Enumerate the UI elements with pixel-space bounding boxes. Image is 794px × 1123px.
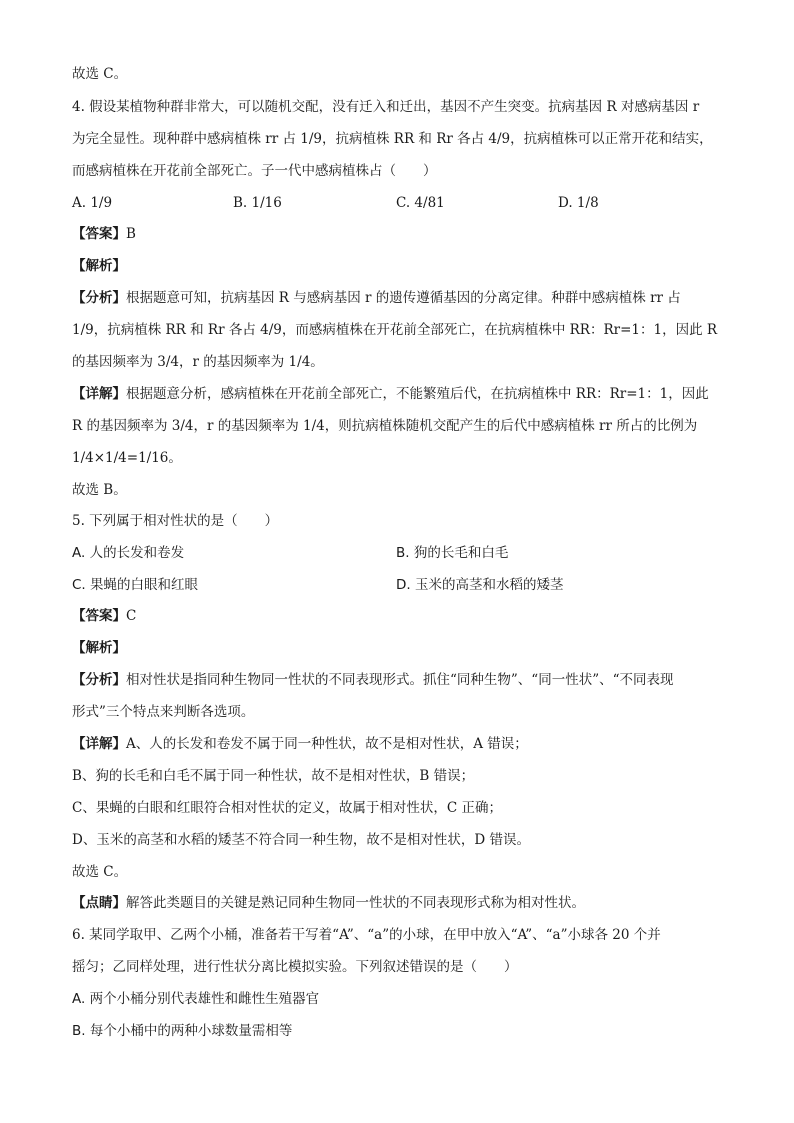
q5-option-b: B. 狗的长毛和白毛	[396, 545, 509, 561]
answer-value: C	[126, 608, 137, 624]
q5-option-d: D. 玉米的高茎和水稻的矮茎	[396, 577, 564, 593]
xiangjie-tag: 【详解】	[72, 386, 126, 402]
q4-stem-line-1: 4. 假设某植物种群非常大，可以随机交配，没有迁入和迁出，基因不产生突变。抗病基因 R 对感病基因 r	[72, 99, 700, 115]
q6-stem-line-1: 6. 某同学取甲、乙两个小桶，准备若干写着“A”、“a”的小球，在甲中放入“A”、“a”小球各 20 个并	[72, 927, 661, 943]
q5-conclusion: 故选 C。	[72, 864, 128, 880]
q5-analysis-heading	[72, 638, 126, 658]
q4-analysis-heading	[72, 256, 126, 276]
fenxi-tag: 【分析】	[72, 290, 126, 306]
answer-tag: 【答案】	[72, 608, 126, 624]
q5-xiangjie-line-2: B、狗的长毛和白毛不属于同一种性状，故不是相对性状，B 错误；	[72, 768, 475, 784]
q4-fenxi-line-1	[72, 288, 681, 308]
q4-xiangjie-line-3: 1/4×1/4=1/16。	[72, 450, 182, 466]
q4-xiangjie-line-2: R 的基因频率为 3/4，r 的基因频率为 1/4，则抗病植株随机交配产生的后代中感病植株 rr 所占的比例为	[72, 418, 698, 434]
fenxi-text: 相对性状是指同种生物同一性状的不同表现形式。抓住“同种生物”、“同一性状”、“不同表现	[126, 672, 674, 688]
q4-stem-line-2: 为完全显性。现种群中感病植株 rr 占 1/9，抗病植株 RR 和 Rr 各占 4/9，抗病植株可以正常开花和结实，	[72, 131, 713, 147]
q5-fenxi-line-2: 形式”三个特点来判断各选项。	[72, 704, 255, 720]
q4-option-b: B. 1/16	[233, 195, 282, 211]
q5-xiangjie-line-4: D、玉米的高茎和水稻的矮茎不符合同一种生物，故不是相对性状，D 错误。	[72, 832, 530, 848]
analysis-tag: 【解析】	[72, 258, 126, 274]
q5-dianjing	[72, 893, 585, 913]
q5-option-a: A. 人的长发和卷发	[72, 545, 185, 561]
q4-xiangjie-line-1	[72, 384, 709, 404]
q5-stem: 5. 下列属于相对性状的是（ ）	[72, 513, 279, 529]
q5-xiangjie-line-1	[72, 734, 528, 754]
q5-answer	[72, 606, 136, 626]
q6-stem-line-2: 摇匀；乙同样处理，进行性状分离比模拟实验。下列叙述错误的是（ ）	[72, 959, 518, 975]
q5-xiangjie-line-3: C、果蝇的白眼和红眼符合相对性状的定义，故属于相对性状，C 正确；	[72, 800, 502, 816]
q3-conclusion: 故选 C。	[72, 66, 128, 82]
q4-option-c: C. 4/81	[396, 195, 445, 211]
answer-tag: 【答案】	[72, 226, 126, 242]
q4-fenxi-line-3: 的基因频率为 3/4，r 的基因频率为 1/4。	[72, 354, 324, 370]
dianjing-text: 解答此类题目的关键是熟记同种生物同一性状的不同表现形式称为相对性状。	[126, 895, 585, 911]
dianjing-tag: 【点睛】	[72, 895, 126, 911]
q4-option-d: D. 1/8	[558, 195, 599, 211]
xiangjie-tag: 【详解】	[72, 736, 126, 752]
fenxi-text: 根据题意可知，抗病基因 R 与感病基因 r 的遗传遵循基因的分离定律。种群中感病植株 rr 占	[126, 290, 681, 306]
q5-option-c: C. 果蝇的白眼和红眼	[72, 577, 199, 593]
q4-fenxi-line-2: 1/9，抗病植株 RR 和 Rr 各占 4/9，而感病植株在开花前全部死亡，在抗病植株中 RR：Rr=1：1，因此 R	[72, 322, 718, 338]
analysis-tag: 【解析】	[72, 640, 126, 656]
q6-option-a: A. 两个小桶分别代表雄性和雌性生殖器官	[72, 991, 320, 1007]
q4-conclusion: 故选 B。	[72, 482, 127, 498]
q6-option-b: B. 每个小桶中的两种小球数量需相等	[72, 1023, 293, 1039]
q4-option-a: A. 1/9	[72, 195, 113, 211]
xiangjie-text: A、人的长发和卷发不属于同一种性状，故不是相对性状，A 错误；	[126, 736, 528, 752]
q4-answer	[72, 224, 136, 244]
fenxi-tag: 【分析】	[72, 672, 126, 688]
q4-stem-line-3: 而感病植株在开花前全部死亡。子一代中感病植株占（ ）	[72, 163, 437, 179]
answer-value: B	[126, 226, 136, 242]
q5-fenxi-line-1	[72, 670, 674, 690]
xiangjie-text: 根据题意分析，感病植株在开花前全部死亡，不能繁殖后代，在抗病植株中 RR：Rr=1：1，因此	[126, 386, 709, 402]
